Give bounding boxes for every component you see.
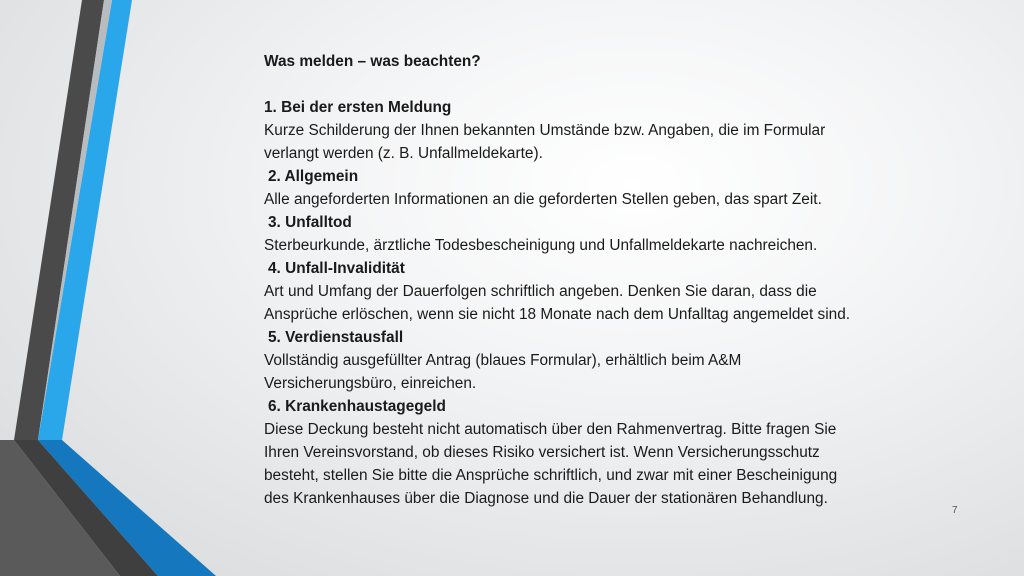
- slide-heading: Was melden – was beachten?: [264, 53, 481, 70]
- section-text-5a: Vollständig ausgefüllter Antrag (blaues Formular), erhältlich beim A&M: [264, 352, 742, 369]
- section-title-3: 3. Unfalltod: [268, 214, 352, 231]
- section-title-1: 1. Bei der ersten Meldung: [264, 99, 452, 116]
- section-title-4: 4. Unfall-Invalidität: [268, 260, 405, 277]
- section-text-1b: verlangt werden (z. B. Unfallmeldekarte).: [264, 145, 543, 162]
- slide-content: [264, 50, 964, 510]
- section-text-6d: des Krankenhauses über die Diagnose und die Dauer der stationären Behandlung.: [264, 490, 828, 507]
- spacer: [264, 73, 964, 96]
- section-title-5: 5. Verdienstausfall: [268, 329, 404, 346]
- section-text-6a: Diese Deckung besteht nicht automatisch über den Rahmenvertrag. Bitte fragen Sie: [264, 421, 837, 438]
- section-text-1a: Kurze Schilderung der Ihnen bekannten Umstände bzw. Angaben, die im Formular: [264, 122, 826, 139]
- section-text-2a: Alle angeforderten Informationen an die geforderten Stellen geben, das spart Zeit.: [264, 191, 822, 208]
- page-number: 7: [952, 505, 958, 516]
- section-title-2: 2. Allgemein: [268, 168, 359, 185]
- section-text-3a: Sterbeurkunde, ärztliche Todesbescheinigung und Unfallmeldekarte nachreichen.: [264, 237, 818, 254]
- section-text-5b: Versicherungsbüro, einreichen.: [264, 375, 477, 392]
- section-title-6: 6. Krankenhaustagegeld: [268, 398, 446, 415]
- section-text-6b: Ihren Vereinsvorstand, ob dieses Risiko versichert ist. Wenn Versicherungsschutz: [264, 444, 820, 461]
- section-text-6c: besteht, stellen Sie bitte die Ansprüche schriftlich, und zwar mit einer Bescheinigung: [264, 467, 838, 484]
- section-text-4a: Art und Umfang der Dauerfolgen schriftlich angeben. Denken Sie daran, dass die: [264, 283, 817, 300]
- section-text-4b: Ansprüche erlöschen, wenn sie nicht 18 Monate nach dem Unfalltag angemeldet sind.: [264, 306, 851, 323]
